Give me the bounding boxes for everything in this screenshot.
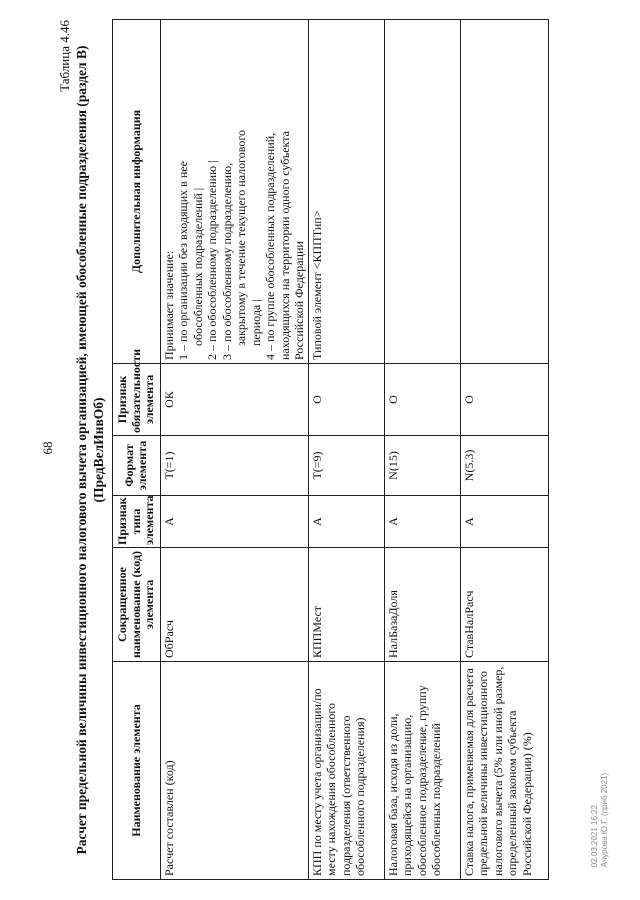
cell-format: T(=1): [160, 436, 308, 496]
cell-info: [460, 20, 548, 364]
header-name: Наименование элемента: [113, 662, 161, 880]
table-header-row: [113, 20, 161, 880]
header-info: Дополнительная информация: [113, 20, 161, 364]
cell-info: [384, 20, 460, 364]
cell-required: О: [384, 364, 460, 436]
cell-format: T(=9): [308, 436, 384, 496]
cell-type: А: [384, 496, 460, 548]
stamp-line: 02.03.2021 16:22: [590, 804, 599, 868]
elements-table: [112, 19, 549, 880]
header-format: Формат элемента: [113, 436, 161, 496]
stamp-line: Ачурова Ю.Г. (приб 2021): [600, 772, 609, 868]
info-line: закрытому в течение текущего налогового: [234, 130, 248, 346]
cell-required: О: [308, 364, 384, 436]
info-line: 2 – по обособленному подразделению |: [205, 160, 219, 360]
cell-info: [308, 20, 384, 364]
cell-name: Ставка налога, применяемая для расчета предельной величины инвестиционного налогового вычета (5% или иной размер, определенный законом субъекта Российской Федерации) (%): [460, 662, 548, 880]
cell-info: [160, 20, 308, 364]
info-line: находящихся на территории одного субъекта: [277, 131, 292, 360]
info-line: 4 – по группе обособленных подразделений,: [263, 132, 277, 360]
cell-code: СтавНалРасч: [460, 548, 548, 662]
table-row: [160, 20, 308, 880]
info-line: периода |: [248, 299, 263, 346]
header-type: Признак типа элемента: [113, 496, 161, 548]
table-row: [384, 20, 460, 880]
table-row: [308, 20, 384, 880]
header-code: Сокращенное наименование (код) элемента: [113, 548, 161, 662]
cell-name: Налоговая база, исходя из доли, приходящейся на организацию, обособленное подразделение, группу обособленных подразделений: [384, 662, 460, 880]
cell-name: Расчет составлен (код): [160, 662, 308, 880]
info-line: Принимает значение:: [161, 250, 176, 360]
info-line: 3 – по обособленному подразделению,: [219, 162, 234, 360]
cell-code: НалБазаДоля: [384, 548, 460, 662]
info-line: Типовой элемент <КППТип>: [309, 210, 324, 360]
table-label: Таблица 4.46: [57, 20, 72, 92]
header-required: Признак обязательности элемента: [113, 364, 161, 436]
cell-code: ОбРасч: [160, 548, 308, 662]
table-heading: [73, 20, 107, 880]
page-number: 68: [40, 441, 55, 455]
cell-name: КПП по месту учета организации/по месту нахождения обособленного подразделения (ответственного обособленного подразделения): [308, 662, 384, 880]
cell-required: О: [460, 364, 548, 436]
cell-type: А: [460, 496, 548, 548]
table-title: Расчет предельной величины инвестиционного налогового вычета организацией, имеющей обособленные подразделения (раздел В): [74, 45, 89, 855]
cell-type: А: [308, 496, 384, 548]
table-title-code: (ПредВелИнвОб): [91, 397, 106, 503]
signature-stamp: [590, 773, 610, 867]
info-line: обособленных подразделений |: [190, 187, 205, 346]
info-line: Российской Федерации: [292, 241, 306, 360]
cell-required: ОК: [160, 364, 308, 436]
info-line: 1 – по организации без входящих в нее: [176, 161, 190, 360]
table-row: [460, 20, 548, 880]
cell-code: КППМест: [308, 548, 384, 662]
cell-format: N(5.3): [460, 436, 548, 496]
cell-type: А: [160, 496, 308, 548]
rotated-page-content: [56, 20, 596, 880]
cell-format: N(15): [384, 436, 460, 496]
